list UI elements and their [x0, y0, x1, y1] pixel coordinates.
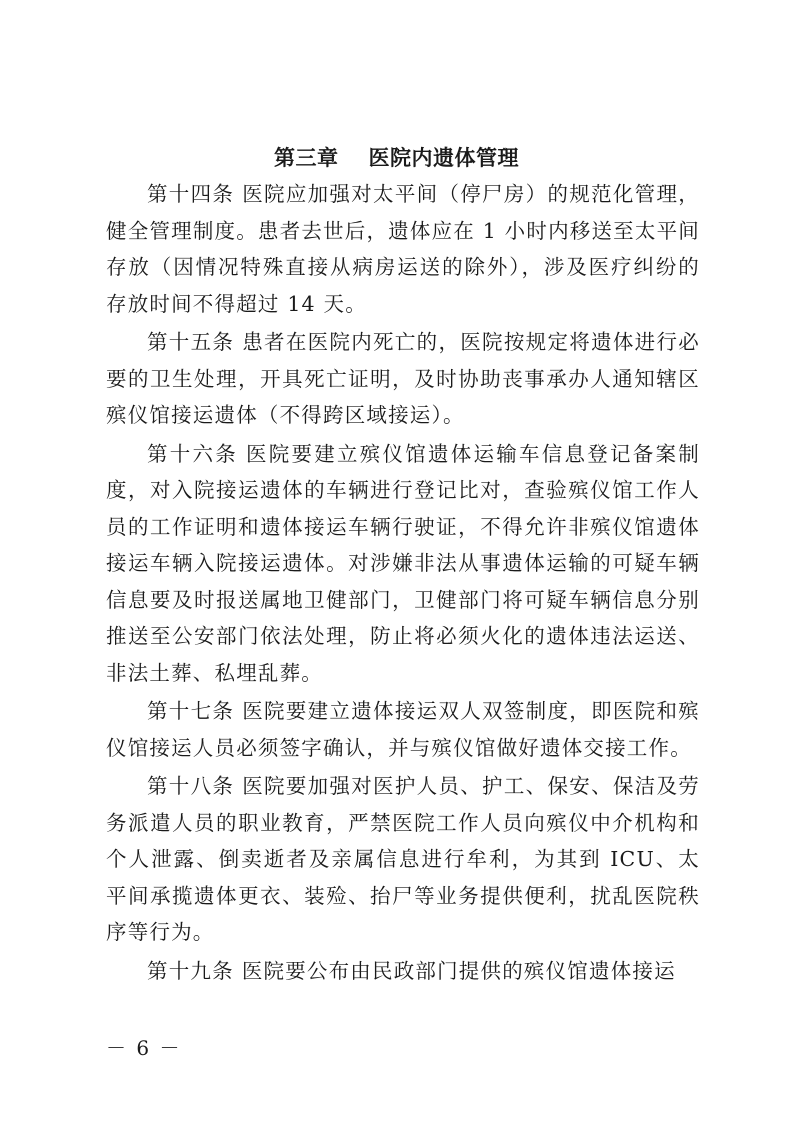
article-number: 第十四条 — [147, 182, 235, 206]
article-text: 医院应加强对太平间（停尸房）的规范化管理，健全管理制度。患者去世后，遗体应在 1 小时内移送至太平间存放（因情况特殊直接从病房运送的除外），涉及医疗纠纷的存放时间不得超过 14 天。 — [106, 182, 700, 316]
article-number: 第十五条 — [147, 330, 235, 354]
article-14 — [106, 176, 700, 322]
article-number: 第十七条 — [147, 699, 235, 723]
article-19 — [106, 953, 700, 990]
article-15 — [106, 324, 700, 434]
article-number: 第十六条 — [147, 441, 239, 466]
document-body — [106, 176, 700, 991]
article-18 — [106, 768, 700, 951]
article-text: 患者在医院内死亡的，医院按规定将遗体进行必要的卫生处理，开具死亡证明，及时协助丧事承办人通知辖区殡仪馆接运遗体（不得跨区域接运）。 — [106, 330, 700, 427]
article-text: 医院要建立殡仪馆遗体运输车信息登记备案制度，对入院接运遗体的车辆进行登记比对，查验殡仪馆工作人员的工作证明和遗体接运车辆行驶证，不得允许非殡仪馆遗体接运车辆入院接运遗体。对涉嫌非法从事遗体运输的可疑车辆信息要及时报送属地卫健部门，卫健部门将可疑车辆信息分别推送至公安部门依法处理，防止将必须火化的遗体违法运送、非法土葬、私埋乱葬。 — [106, 441, 700, 685]
article-17 — [106, 693, 700, 766]
article-text: 医院要加强对医护人员、护工、保安、保洁及劳务派遣人员的职业教育，严禁医院工作人员向殡仪中介机构和个人泄露、倒卖逝者及亲属信息进行牟利，为其到 ICU、太平间承揽遗体更衣、装殓、抬尸等业务提供便利，扰乱医院秩序等行为。 — [106, 774, 700, 944]
page-number: － 6 － — [106, 1036, 182, 1060]
article-16 — [106, 436, 700, 692]
chapter-number: 第三章 — [274, 146, 339, 170]
article-number: 第十八条 — [147, 774, 235, 798]
chapter-title: 医院内遗体管理 — [368, 146, 519, 170]
article-text: 医院要建立遗体接运双人双签制度，即医院和殡仪馆接运人员必须签字确认，并与殡仪馆做好遗体交接工作。 — [106, 699, 700, 760]
article-text: 医院要公布由民政部门提供的殡仪馆遗体接运 — [241, 958, 676, 983]
article-number: 第十九条 — [147, 958, 234, 983]
chapter-heading — [0, 142, 793, 174]
